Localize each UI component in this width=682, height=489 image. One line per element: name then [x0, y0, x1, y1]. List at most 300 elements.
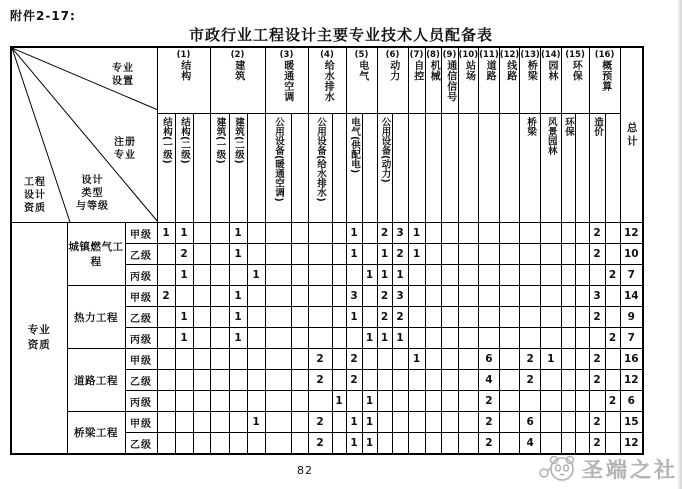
- header-group-number: (12): [499, 50, 520, 60]
- grade-cell: 乙级: [125, 307, 157, 328]
- value-cell: [193, 433, 210, 455]
- value-cell: [458, 349, 479, 370]
- subheader-cell-4-1: [362, 114, 377, 223]
- value-cell: [157, 349, 175, 370]
- corner-cell: [11, 47, 157, 223]
- header-group-name: 园林: [545, 60, 557, 81]
- value-cell: 2: [308, 370, 332, 391]
- value-cell: [575, 328, 589, 349]
- subheader-label: 公用设备(动力): [379, 117, 391, 183]
- value-cell: 1: [377, 328, 392, 349]
- value-cell: [458, 307, 479, 328]
- subheader-label: 建筑(二级): [232, 117, 244, 164]
- subheader-cell-5-0: [377, 114, 392, 223]
- value-cell: [265, 286, 291, 307]
- value-cell: [458, 370, 479, 391]
- value-cell: [265, 328, 291, 349]
- row-axis-qualification-label: 专业 资质: [11, 223, 67, 455]
- table-row: [11, 412, 643, 433]
- value-cell: 2: [377, 286, 392, 307]
- value-cell: 1: [247, 265, 265, 286]
- header-group-cell-12: [499, 47, 520, 114]
- value-cell: [499, 286, 520, 307]
- header-group-name: 暖通空调: [281, 60, 293, 102]
- value-cell: [157, 265, 175, 286]
- value-cell: [265, 433, 291, 455]
- value-cell: [332, 244, 346, 265]
- value-cell: [520, 328, 541, 349]
- header-group-name: 动力: [387, 60, 399, 81]
- value-cell: [265, 223, 291, 244]
- grade-cell: 丙级: [125, 265, 157, 286]
- value-cell: [425, 244, 441, 265]
- subheader-label: 造价: [592, 117, 604, 137]
- value-cell: 2: [589, 433, 605, 455]
- subheader-label: 环保: [563, 117, 575, 137]
- subheader-cell-10-0: [479, 114, 500, 223]
- value-cell: [193, 328, 210, 349]
- header-group-number: (2): [230, 50, 245, 60]
- value-cell: [589, 391, 605, 412]
- value-cell: 2: [308, 349, 332, 370]
- value-cell: [247, 433, 265, 455]
- value-cell: [425, 370, 441, 391]
- header-group-cell-8: [425, 47, 441, 114]
- header-group-number: (7): [409, 50, 424, 60]
- subheader-cell-1-0: [210, 114, 229, 223]
- value-cell: [308, 265, 332, 286]
- total-value-cell: 7: [620, 265, 643, 286]
- header-group-number: (4): [320, 50, 334, 60]
- value-cell: [332, 286, 346, 307]
- value-cell: 1: [392, 265, 408, 286]
- value-cell: 1: [175, 265, 193, 286]
- value-cell: [291, 433, 308, 455]
- panda-logo-icon: [538, 451, 578, 487]
- value-cell: [425, 286, 441, 307]
- subheader-cell-0-2: [193, 114, 210, 223]
- value-cell: [479, 223, 500, 244]
- value-cell: [425, 433, 441, 455]
- total-value-cell: 7: [620, 328, 643, 349]
- value-cell: 2: [589, 223, 605, 244]
- value-cell: [332, 307, 346, 328]
- value-cell: [605, 370, 620, 391]
- value-cell: [291, 391, 308, 412]
- header-row-groups: [11, 47, 643, 114]
- value-cell: [561, 265, 575, 286]
- value-cell: [193, 412, 210, 433]
- value-cell: 1: [175, 328, 193, 349]
- value-cell: 1: [346, 433, 362, 455]
- value-cell: 2: [479, 433, 500, 455]
- value-cell: [520, 307, 541, 328]
- subheader-cell-4-0: [346, 114, 362, 223]
- header-group-name: 概预算: [599, 60, 611, 92]
- value-cell: [308, 307, 332, 328]
- total-value-cell: 12: [620, 370, 643, 391]
- value-cell: [346, 391, 362, 412]
- value-cell: [175, 433, 193, 455]
- value-cell: [605, 412, 620, 433]
- value-cell: [193, 370, 210, 391]
- value-cell: [520, 265, 541, 286]
- value-cell: [377, 433, 392, 455]
- value-cell: [441, 244, 458, 265]
- value-cell: [561, 244, 575, 265]
- value-cell: [210, 244, 229, 265]
- value-cell: [575, 265, 589, 286]
- value-cell: [229, 370, 247, 391]
- value-cell: [425, 223, 441, 244]
- value-cell: [605, 307, 620, 328]
- table-row: [11, 286, 643, 307]
- value-cell: [499, 265, 520, 286]
- value-cell: [392, 349, 408, 370]
- grade-cell: 乙级: [125, 370, 157, 391]
- value-cell: 6: [520, 412, 541, 433]
- subheader-cell-12-0: [520, 114, 541, 223]
- value-cell: [540, 370, 561, 391]
- grade-cell: 甲级: [125, 223, 157, 244]
- header-total-cell: [620, 47, 643, 223]
- value-cell: [247, 307, 265, 328]
- value-cell: [408, 286, 425, 307]
- value-cell: [265, 412, 291, 433]
- value-cell: [291, 307, 308, 328]
- subheader-cell-14-1: [575, 114, 589, 223]
- header-group-cell-5: [346, 47, 377, 114]
- value-cell: 2: [605, 265, 620, 286]
- value-cell: [377, 349, 392, 370]
- value-cell: [265, 349, 291, 370]
- value-cell: [441, 349, 458, 370]
- value-cell: 2: [605, 391, 620, 412]
- value-cell: [291, 370, 308, 391]
- value-cell: [175, 412, 193, 433]
- value-cell: 1: [362, 412, 377, 433]
- value-cell: [540, 391, 561, 412]
- corner-label-engineering-qualification: 工程 设计 资质: [24, 177, 46, 214]
- value-cell: [308, 223, 332, 244]
- table-row: [11, 223, 643, 244]
- corner-label-design-type-grade: 设计 类型 与等级: [76, 175, 109, 212]
- value-cell: [247, 244, 265, 265]
- table-row: [11, 349, 643, 370]
- value-cell: [392, 433, 408, 455]
- value-cell: 1: [362, 391, 377, 412]
- scan-edge-shadow: [677, 0, 682, 489]
- value-cell: 1: [229, 328, 247, 349]
- subheader-cell-9-0: [458, 114, 479, 223]
- value-cell: 2: [157, 286, 175, 307]
- value-cell: [377, 412, 392, 433]
- value-cell: [458, 412, 479, 433]
- header-group-name: 环保: [570, 60, 582, 81]
- value-cell: [479, 244, 500, 265]
- value-cell: 1: [408, 349, 425, 370]
- value-cell: 1: [247, 412, 265, 433]
- value-cell: [247, 349, 265, 370]
- subheader-label: 公用设备(暖通空调): [272, 117, 284, 202]
- value-cell: [392, 391, 408, 412]
- subheader-label: 结构(一级): [160, 117, 172, 164]
- value-cell: 1: [157, 223, 175, 244]
- value-cell: [458, 391, 479, 412]
- value-cell: 1: [392, 328, 408, 349]
- value-cell: 1: [175, 223, 193, 244]
- value-cell: [392, 370, 408, 391]
- value-cell: [540, 307, 561, 328]
- value-cell: [193, 349, 210, 370]
- value-cell: [441, 223, 458, 244]
- value-cell: [210, 286, 229, 307]
- header-group-cell-2: [210, 47, 265, 114]
- total-value-cell: 6: [620, 391, 643, 412]
- value-cell: [589, 328, 605, 349]
- value-cell: [210, 433, 229, 455]
- value-cell: [308, 286, 332, 307]
- total-value-cell: 15: [620, 412, 643, 433]
- value-cell: [175, 370, 193, 391]
- value-cell: [247, 286, 265, 307]
- subheader-label: 桥梁: [525, 117, 537, 137]
- value-cell: [193, 286, 210, 307]
- value-cell: 2: [589, 370, 605, 391]
- page-number: 82: [297, 464, 313, 477]
- value-cell: 4: [520, 433, 541, 455]
- value-cell: [540, 244, 561, 265]
- corner-label-specialty-setup: 专业 设置: [112, 63, 134, 87]
- value-cell: [229, 412, 247, 433]
- value-cell: [575, 412, 589, 433]
- value-cell: [561, 286, 575, 307]
- value-cell: [458, 223, 479, 244]
- value-cell: [499, 391, 520, 412]
- subheader-cell-7-0: [425, 114, 441, 223]
- subheader-cell-2-0: [265, 114, 291, 223]
- value-cell: [210, 370, 229, 391]
- value-cell: [157, 370, 175, 391]
- value-cell: [291, 286, 308, 307]
- header-group-cell-13: [520, 47, 541, 114]
- value-cell: [332, 265, 346, 286]
- value-cell: [157, 328, 175, 349]
- subheader-cell-11-0: [499, 114, 520, 223]
- value-cell: [377, 391, 392, 412]
- value-cell: [362, 370, 377, 391]
- header-group-cell-4: [308, 47, 346, 114]
- value-cell: 1: [362, 265, 377, 286]
- corner-diagonal-area: [12, 48, 157, 222]
- value-cell: [392, 412, 408, 433]
- value-cell: [332, 433, 346, 455]
- value-cell: 2: [589, 412, 605, 433]
- header-group-number: (3): [279, 50, 294, 60]
- value-cell: 1: [346, 244, 362, 265]
- value-cell: [458, 328, 479, 349]
- value-cell: [499, 370, 520, 391]
- subheader-label: 建筑(一级): [214, 117, 226, 164]
- value-cell: [499, 328, 520, 349]
- value-cell: [499, 223, 520, 244]
- value-cell: [210, 328, 229, 349]
- header-group-name: 电气: [356, 60, 368, 81]
- value-cell: [362, 286, 377, 307]
- value-cell: [575, 223, 589, 244]
- value-cell: [332, 328, 346, 349]
- value-cell: [210, 223, 229, 244]
- header-group-number: (15): [565, 50, 585, 60]
- value-cell: [193, 265, 210, 286]
- value-cell: [247, 370, 265, 391]
- grade-cell: 丙级: [125, 391, 157, 412]
- subheader-cell-1-1: [229, 114, 247, 223]
- value-cell: [362, 307, 377, 328]
- value-cell: [499, 412, 520, 433]
- header-group-cell-15: [561, 47, 589, 114]
- value-cell: [229, 391, 247, 412]
- value-cell: [425, 391, 441, 412]
- attachment-label: 附件2-17:: [10, 9, 76, 23]
- value-cell: [458, 433, 479, 455]
- total-value-cell: 10: [620, 244, 643, 265]
- subheader-label: 电气(供配电): [348, 117, 360, 174]
- header-group-cell-11: [479, 47, 500, 114]
- value-cell: 1: [377, 244, 392, 265]
- value-cell: 3: [392, 286, 408, 307]
- value-cell: [175, 286, 193, 307]
- subheader-label: 公用设备(给水排水): [314, 117, 326, 202]
- value-cell: 2: [605, 328, 620, 349]
- value-cell: [210, 349, 229, 370]
- value-cell: [308, 244, 332, 265]
- value-cell: 1: [362, 328, 377, 349]
- value-cell: 1: [229, 244, 247, 265]
- value-cell: [441, 391, 458, 412]
- value-cell: 1: [346, 412, 362, 433]
- value-cell: [291, 328, 308, 349]
- subheader-cell-1-2: [247, 114, 265, 223]
- value-cell: [247, 223, 265, 244]
- value-cell: [332, 370, 346, 391]
- value-cell: [265, 307, 291, 328]
- value-cell: [458, 265, 479, 286]
- value-cell: [520, 391, 541, 412]
- value-cell: 2: [392, 244, 408, 265]
- value-cell: [561, 349, 575, 370]
- value-cell: 2: [589, 349, 605, 370]
- value-cell: [265, 265, 291, 286]
- watermark-text: 圣端之社: [582, 458, 678, 482]
- value-cell: [210, 391, 229, 412]
- header-group-number: (10): [458, 50, 479, 60]
- value-cell: [210, 307, 229, 328]
- value-cell: 1: [540, 349, 561, 370]
- value-cell: [425, 349, 441, 370]
- subheader-cell-0-0: [157, 114, 175, 223]
- value-cell: [561, 307, 575, 328]
- grade-cell: 甲级: [125, 349, 157, 370]
- value-cell: 1: [408, 244, 425, 265]
- value-cell: [561, 370, 575, 391]
- value-cell: [605, 349, 620, 370]
- value-cell: [408, 391, 425, 412]
- value-cell: [291, 412, 308, 433]
- header-group-name: 通信信号: [444, 60, 456, 102]
- header-group-name: 桥梁: [525, 60, 537, 81]
- value-cell: [247, 391, 265, 412]
- value-cell: [157, 391, 175, 412]
- value-cell: 1: [175, 307, 193, 328]
- value-cell: [332, 349, 346, 370]
- value-cell: [425, 328, 441, 349]
- value-cell: 2: [346, 370, 362, 391]
- value-cell: 3: [589, 286, 605, 307]
- header-group-name: 结构: [178, 60, 190, 81]
- value-cell: 2: [589, 307, 605, 328]
- total-value-cell: 16: [620, 349, 643, 370]
- value-cell: 2: [520, 370, 541, 391]
- value-cell: [157, 433, 175, 455]
- value-cell: [332, 223, 346, 244]
- subheader-cell-13-0: [540, 114, 561, 223]
- header-group-cell-10: [458, 47, 479, 114]
- header-group-cell-16: [589, 47, 620, 114]
- value-cell: [247, 328, 265, 349]
- value-cell: [425, 265, 441, 286]
- value-cell: [193, 391, 210, 412]
- grade-cell: 甲级: [125, 286, 157, 307]
- row-group-label: 桥梁工程: [67, 412, 125, 455]
- value-cell: 2: [520, 349, 541, 370]
- value-cell: [193, 223, 210, 244]
- value-cell: 2: [308, 412, 332, 433]
- value-cell: [520, 223, 541, 244]
- value-cell: [265, 391, 291, 412]
- value-cell: 1: [229, 286, 247, 307]
- value-cell: [308, 328, 332, 349]
- value-cell: [175, 391, 193, 412]
- value-cell: [291, 223, 308, 244]
- header-group-cell-6: [377, 47, 408, 114]
- value-cell: [157, 307, 175, 328]
- value-cell: [425, 307, 441, 328]
- value-cell: [499, 349, 520, 370]
- value-cell: [175, 349, 193, 370]
- value-cell: 2: [377, 223, 392, 244]
- value-cell: [575, 370, 589, 391]
- value-cell: [441, 307, 458, 328]
- value-cell: 2: [392, 307, 408, 328]
- total-value-cell: 12: [620, 433, 643, 455]
- header-group-cell-7: [408, 47, 425, 114]
- value-cell: 1: [377, 265, 392, 286]
- header-group-name: 站场: [463, 60, 475, 81]
- subheader-cell-0-1: [175, 114, 193, 223]
- row-group-label: 热力工程: [67, 286, 125, 349]
- value-cell: [441, 328, 458, 349]
- value-cell: 2: [589, 244, 605, 265]
- value-cell: [458, 244, 479, 265]
- value-cell: 2: [377, 307, 392, 328]
- value-cell: [479, 328, 500, 349]
- value-cell: 1: [229, 307, 247, 328]
- value-cell: [605, 286, 620, 307]
- header-group-number: (8): [426, 50, 440, 60]
- value-cell: [408, 265, 425, 286]
- header-group-cell-3: [265, 47, 308, 114]
